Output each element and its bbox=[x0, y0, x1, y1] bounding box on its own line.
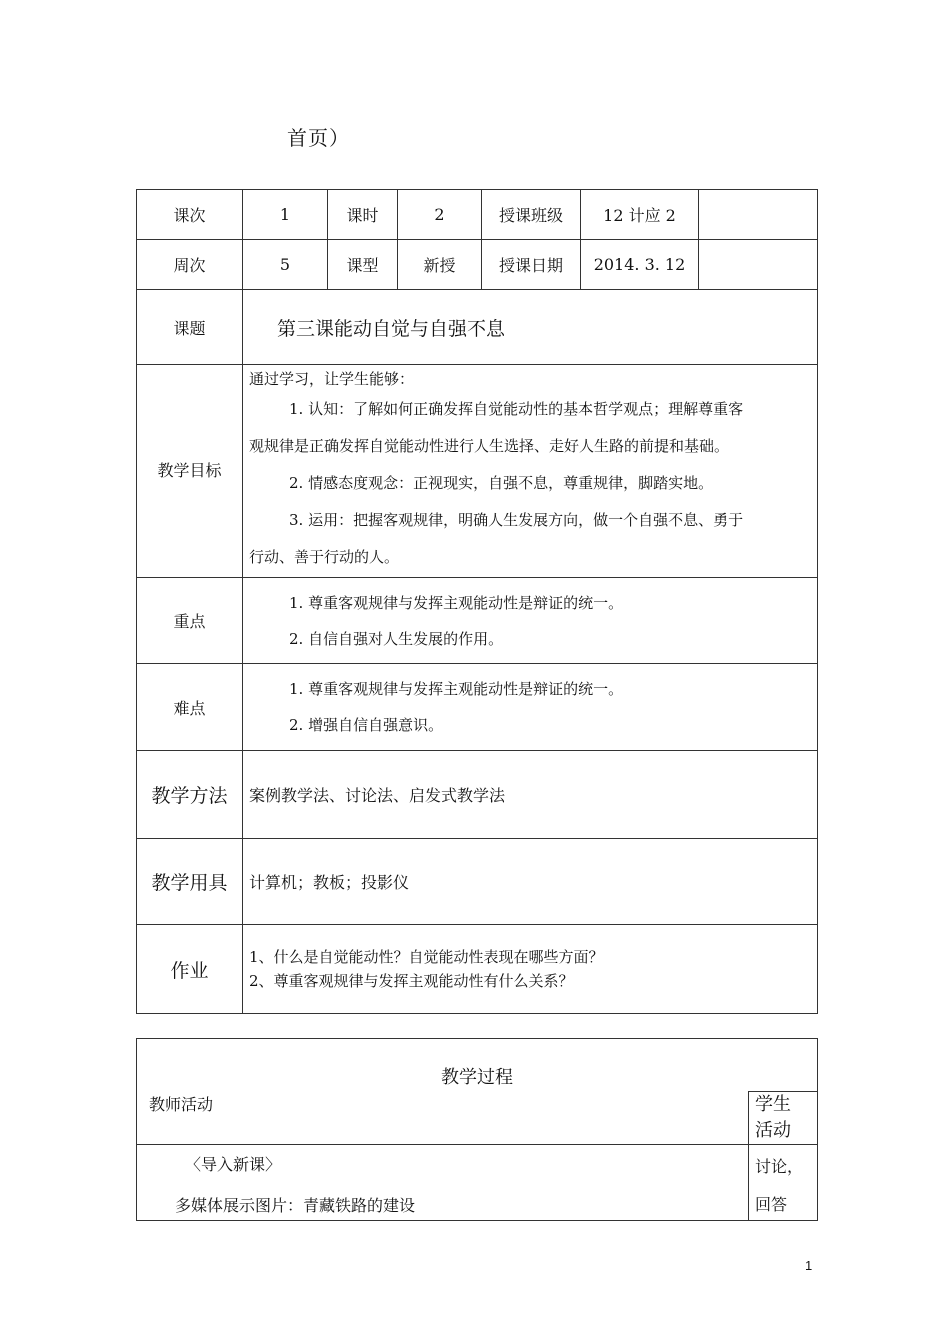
student-response: 讨论， 回答 bbox=[749, 1145, 818, 1221]
homework-row bbox=[137, 925, 818, 1014]
class-group-label: 授课班级 bbox=[482, 190, 581, 240]
class-hours-value: 2 bbox=[398, 190, 482, 240]
lesson-date-value: 2014. 3. 12 bbox=[581, 240, 699, 290]
lesson-info-table bbox=[136, 189, 818, 1014]
empty-cell bbox=[699, 240, 818, 290]
objective-1a: 1. 认知：了解如何正确发挥自觉能动性的基本哲学观点；理解尊重客 bbox=[289, 399, 744, 418]
homework-item: 2、尊重客观规律与发挥主观能动性有什么关系？ bbox=[249, 972, 574, 990]
topic-value: 第三课能动自觉与自强不息 bbox=[243, 290, 818, 365]
topic-row bbox=[137, 290, 818, 365]
week-label: 周次 bbox=[137, 240, 243, 290]
objectives-row bbox=[137, 365, 818, 578]
intro-line-1: 〈导入新课〉 bbox=[185, 1155, 282, 1174]
objectives-content bbox=[243, 365, 818, 578]
objectives-intro: 通过学习，让学生能够： bbox=[249, 369, 415, 388]
class-hours-label: 课时 bbox=[328, 190, 398, 240]
objectives-label: 教学目标 bbox=[137, 365, 243, 578]
page-number: 1 bbox=[805, 1258, 813, 1273]
difficulty-item: 1. 尊重客观规律与发挥主观能动性是辩证的统一。 bbox=[289, 680, 624, 698]
week-value: 5 bbox=[243, 240, 328, 290]
difficulty-item: 2. 增强自信自强意识。 bbox=[289, 716, 444, 734]
difficulties-label: 难点 bbox=[137, 664, 243, 751]
difficulties-row bbox=[137, 664, 818, 751]
page-heading: 首页） bbox=[287, 126, 350, 150]
key-points-content bbox=[243, 578, 818, 664]
key-point-item: 2. 自信自强对人生发展的作用。 bbox=[289, 629, 504, 648]
lesson-number-label: 课次 bbox=[137, 190, 243, 240]
objective-3a: 3. 运用：把握客观规律，明确人生发展方向，做一个自强不息、勇于 bbox=[289, 510, 744, 529]
process-title: 教学过程 bbox=[137, 1039, 818, 1092]
key-points-row bbox=[137, 578, 818, 664]
objective-1b: 观规律是正确发挥自觉能动性进行人生选择、走好人生路的前提和基础。 bbox=[249, 436, 730, 455]
tools-label: 教学用具 bbox=[137, 839, 243, 925]
homework-label: 作业 bbox=[137, 925, 243, 1014]
methods-row bbox=[137, 751, 818, 839]
objective-3b: 行动、善于行动的人。 bbox=[249, 547, 400, 566]
process-title-row bbox=[137, 1039, 818, 1092]
tools-row bbox=[137, 839, 818, 925]
intro-line-2: 多媒体展示图片：青藏铁路的建设 bbox=[175, 1196, 416, 1215]
empty-cell bbox=[699, 190, 818, 240]
tools-value: 计算机；教板；投影仪 bbox=[243, 839, 818, 925]
methods-value: 案例教学法、讨论法、启发式教学法 bbox=[243, 751, 818, 839]
difficulties-content bbox=[243, 664, 818, 751]
process-header-row bbox=[137, 1092, 818, 1145]
lesson-number-value: 1 bbox=[243, 190, 328, 240]
lesson-type-value: 新授 bbox=[398, 240, 482, 290]
process-intro-row bbox=[137, 1145, 818, 1221]
methods-label: 教学方法 bbox=[137, 751, 243, 839]
class-group-value: 12 计应 2 bbox=[581, 190, 699, 240]
student-activity-header: 学生 活动 bbox=[749, 1092, 818, 1145]
key-point-item: 1. 尊重客观规律与发挥主观能动性是辩证的统一。 bbox=[289, 593, 624, 612]
lesson-date-label: 授课日期 bbox=[482, 240, 581, 290]
info-row-2 bbox=[137, 240, 818, 290]
topic-label: 课题 bbox=[137, 290, 243, 365]
homework-item: 1、什么是自觉能动性？自觉能动性表现在哪些方面？ bbox=[249, 948, 604, 966]
intro-content bbox=[137, 1145, 749, 1221]
teaching-process-table bbox=[136, 1038, 818, 1221]
homework-content bbox=[243, 925, 818, 1014]
lesson-type-label: 课型 bbox=[328, 240, 398, 290]
objective-2: 2. 情感态度观念：正视现实，自强不息，尊重规律，脚踏实地。 bbox=[289, 473, 714, 492]
key-points-label: 重点 bbox=[137, 578, 243, 664]
info-row-1 bbox=[137, 190, 818, 240]
teacher-activity-header: 教师活动 bbox=[137, 1092, 749, 1145]
